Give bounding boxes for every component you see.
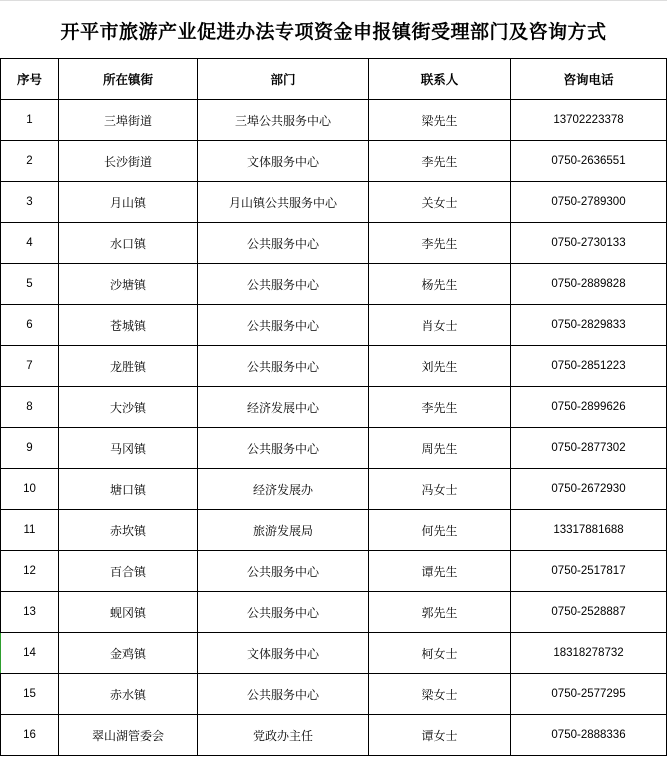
- row-department[interactable]: 三埠公共服务中心: [198, 100, 369, 141]
- table-row: [1, 305, 667, 346]
- table-header-row: [1, 59, 667, 100]
- table-row: [1, 346, 667, 387]
- table-row: [1, 428, 667, 469]
- row-department[interactable]: 公共服务中心: [198, 674, 369, 715]
- row-contact[interactable]: 李先生: [369, 141, 511, 182]
- row-index[interactable]: 4: [1, 223, 59, 264]
- row-index[interactable]: 7: [1, 346, 59, 387]
- table-row: [1, 633, 667, 674]
- row-phone[interactable]: 0750-2888336: [511, 715, 667, 756]
- table-row: [1, 510, 667, 551]
- row-contact[interactable]: 周先生: [369, 428, 511, 469]
- header-department: 部门: [198, 59, 369, 100]
- row-department[interactable]: 公共服务中心: [198, 551, 369, 592]
- row-department[interactable]: 经济发展中心: [198, 387, 369, 428]
- row-department[interactable]: 公共服务中心: [198, 305, 369, 346]
- row-index[interactable]: 1: [1, 100, 59, 141]
- row-contact[interactable]: 何先生: [369, 510, 511, 551]
- row-index[interactable]: 11: [1, 510, 59, 551]
- row-index[interactable]: 9: [1, 428, 59, 469]
- row-index[interactable]: 8: [1, 387, 59, 428]
- table-row: [1, 223, 667, 264]
- row-department[interactable]: 公共服务中心: [198, 223, 369, 264]
- row-town[interactable]: 沙塘镇: [59, 264, 198, 305]
- row-contact[interactable]: 肖女士: [369, 305, 511, 346]
- row-contact[interactable]: 关女士: [369, 182, 511, 223]
- row-town[interactable]: 赤水镇: [59, 674, 198, 715]
- row-department[interactable]: 文体服务中心: [198, 141, 369, 182]
- row-department[interactable]: 文体服务中心: [198, 633, 369, 674]
- row-town[interactable]: 三埠街道: [59, 100, 198, 141]
- table-row: [1, 551, 667, 592]
- row-phone[interactable]: 13317881688: [511, 510, 667, 551]
- row-index[interactable]: 5: [1, 264, 59, 305]
- row-contact[interactable]: 李先生: [369, 387, 511, 428]
- row-contact[interactable]: 冯女士: [369, 469, 511, 510]
- row-phone[interactable]: 0750-2636551: [511, 141, 667, 182]
- page-title: 开平市旅游产业促进办法专项资金申报镇街受理部门及咨询方式: [0, 0, 667, 58]
- row-contact[interactable]: 柯女士: [369, 633, 511, 674]
- row-contact[interactable]: 杨先生: [369, 264, 511, 305]
- row-town[interactable]: 金鸡镇: [59, 633, 198, 674]
- row-phone[interactable]: 0750-2851223: [511, 346, 667, 387]
- row-phone[interactable]: 0750-2889828: [511, 264, 667, 305]
- table-row: [1, 264, 667, 305]
- row-department[interactable]: 公共服务中心: [198, 592, 369, 633]
- row-phone[interactable]: 18318278732: [511, 633, 667, 674]
- row-index[interactable]: 2: [1, 141, 59, 182]
- row-town[interactable]: 大沙镇: [59, 387, 198, 428]
- row-index[interactable]: 13: [1, 592, 59, 633]
- row-contact[interactable]: 谭先生: [369, 551, 511, 592]
- row-phone[interactable]: 0750-2577295: [511, 674, 667, 715]
- row-department[interactable]: 公共服务中心: [198, 264, 369, 305]
- row-phone[interactable]: 0750-2730133: [511, 223, 667, 264]
- row-index[interactable]: 6: [1, 305, 59, 346]
- row-phone[interactable]: 13702223378: [511, 100, 667, 141]
- row-town[interactable]: 马冈镇: [59, 428, 198, 469]
- row-department[interactable]: 旅游发展局: [198, 510, 369, 551]
- row-contact[interactable]: 梁先生: [369, 100, 511, 141]
- row-contact[interactable]: 谭女士: [369, 715, 511, 756]
- row-town[interactable]: 龙胜镇: [59, 346, 198, 387]
- row-town[interactable]: 翠山湖管委会: [59, 715, 198, 756]
- row-department[interactable]: 公共服务中心: [198, 346, 369, 387]
- header-contact: 联系人: [369, 59, 511, 100]
- row-index[interactable]: 15: [1, 674, 59, 715]
- table-row: [1, 141, 667, 182]
- row-town[interactable]: 百合镇: [59, 551, 198, 592]
- row-contact[interactable]: 梁女士: [369, 674, 511, 715]
- row-town[interactable]: 水口镇: [59, 223, 198, 264]
- row-index[interactable]: 3: [1, 182, 59, 223]
- row-index[interactable]: 14: [1, 633, 59, 674]
- row-department[interactable]: 公共服务中心: [198, 428, 369, 469]
- row-contact[interactable]: 李先生: [369, 223, 511, 264]
- row-phone[interactable]: 0750-2829833: [511, 305, 667, 346]
- row-town[interactable]: 长沙街道: [59, 141, 198, 182]
- table-row: [1, 387, 667, 428]
- row-town[interactable]: 月山镇: [59, 182, 198, 223]
- table-row: [1, 715, 667, 756]
- row-town[interactable]: 蚬冈镇: [59, 592, 198, 633]
- contact-table: [0, 58, 667, 756]
- row-town[interactable]: 塘口镇: [59, 469, 198, 510]
- row-index[interactable]: 12: [1, 551, 59, 592]
- table-row: [1, 674, 667, 715]
- row-town[interactable]: 苍城镇: [59, 305, 198, 346]
- row-phone[interactable]: 0750-2517817: [511, 551, 667, 592]
- row-town[interactable]: 赤坎镇: [59, 510, 198, 551]
- row-phone[interactable]: 0750-2877302: [511, 428, 667, 469]
- row-phone[interactable]: 0750-2672930: [511, 469, 667, 510]
- row-phone[interactable]: 0750-2789300: [511, 182, 667, 223]
- table-row: [1, 100, 667, 141]
- header-phone: 咨询电话: [511, 59, 667, 100]
- row-department[interactable]: 经济发展办: [198, 469, 369, 510]
- row-contact[interactable]: 刘先生: [369, 346, 511, 387]
- row-department[interactable]: 月山镇公共服务中心: [198, 182, 369, 223]
- row-phone[interactable]: 0750-2528887: [511, 592, 667, 633]
- row-contact[interactable]: 郭先生: [369, 592, 511, 633]
- row-department[interactable]: 党政办主任: [198, 715, 369, 756]
- header-index: 序号: [1, 59, 59, 100]
- table-row: [1, 592, 667, 633]
- row-index[interactable]: 16: [1, 715, 59, 756]
- row-index[interactable]: 10: [1, 469, 59, 510]
- table-row: [1, 469, 667, 510]
- header-town: 所在镇街: [59, 59, 198, 100]
- table-row: [1, 182, 667, 223]
- row-phone[interactable]: 0750-2899626: [511, 387, 667, 428]
